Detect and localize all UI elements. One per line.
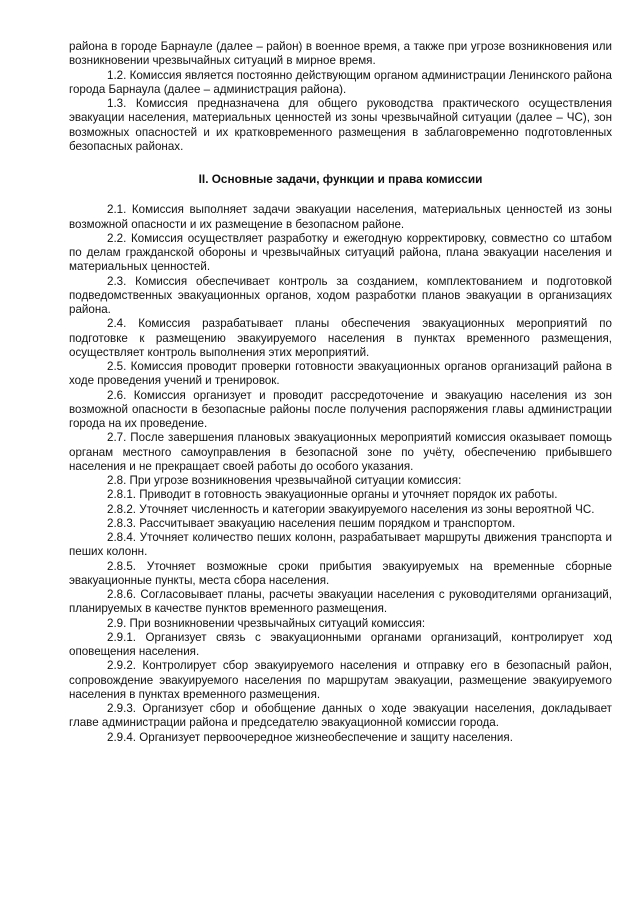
paragraph-2-3: 2.3. Комиссия обеспечивает контроль за созданием, комплектованием и подготовкой подведомственных эвакуационных органов, ходом разработки планов эвакуации в организациях района. xyxy=(69,274,612,316)
paragraph-2-2: 2.2. Комиссия осуществляет разработку и ежегодную корректировку, совместно со штабом по делам гражданской обороны и чрезвычайных ситуаций района, плана эвакуации населения и материальных ценностей. xyxy=(69,231,612,274)
paragraph-2-8-1: 2.8.1. Приводит в готовность эвакуационные органы и уточняет порядок их работы. xyxy=(107,488,558,502)
section-heading: II. Основные задачи, функции и права комиссии xyxy=(198,172,483,186)
paragraph-2-8-4: 2.8.4. Уточняет количество пеших колонн, разрабатывает маршруты движения транспорта и пеших колонн. xyxy=(69,531,612,559)
paragraph-2-9-1: 2.9.1. Организует связь с эвакуационными органами организаций, контролирует ход оповещения населения. xyxy=(69,630,612,658)
paragraph-2-9-4: 2.9.4. Организует первоочередное жизнеобеспечение и защиту населения. xyxy=(107,730,513,744)
paragraph-2-6: 2.6. Комиссия организует и проводит рассредоточение и эвакуацию населения из зон возможной опасности в безопасные районы после получения распоряжения главы администрации города на их проведение. xyxy=(69,388,612,430)
paragraph-2-8-5: 2.8.5. Уточняет возможные сроки прибытия эвакуируемых на временные сборные эвакуационные пункты, места сбора населения. xyxy=(69,559,612,587)
paragraph-2-9: 2.9. При возникновении чрезвычайных ситуаций комиссия: xyxy=(107,616,426,630)
paragraph-2-9-3: 2.9.3. Организует сбор и обобщение данных о ходе эвакуации населения, докладывает главе администрации района и председателю эвакуационной комиссии города. xyxy=(69,702,612,730)
paragraph-2-4: 2.4. Комиссия разрабатывает планы обеспечения эвакуационных мероприятий по подготовке к размещению эвакуируемого населения в пунктах временного размещения, осуществляет контроль выполнения этих мероприятий. xyxy=(69,317,612,359)
paragraph-1-3: 1.3. Комиссия предназначена для общего руководства практического осуществления эвакуации населения, материальных ценностей из зоны чрезвычайной ситуации (далее – ЧС), зон возможных опасностей и их кратковременного размещения в заблаговременно подготовленных безопасных районах. xyxy=(69,97,612,153)
paragraph-continuation: района в городе Барнауле (далее – район) в военное время, а также при угрозе возникновения или возникновении чрезвычайных ситуаций в мирное время. xyxy=(69,40,612,68)
paragraph-2-8-6: 2.8.6. Согласовывает планы, расчеты эвакуации населения с руководителями организаций, планируемых в качестве пунктов временного размещения. xyxy=(69,588,612,616)
paragraph-2-5: 2.5. Комиссия проводит проверки готовности эвакуационных органов организаций района в ходе проведения учений и тренировок. xyxy=(69,360,612,388)
paragraph-2-9-2: 2.9.2. Контролирует сбор эвакуируемого населения и отправку его в безопасный район, сопровождение эвакуируемого населения по маршрутам эвакуации, размещение эвакуируемого населения в пунктах временного размещения. xyxy=(69,659,612,701)
paragraph-2-1: 2.1. Комиссия выполняет задачи эвакуации населения, материальных ценностей из зоны возможной опасности и их размещение в безопасном районе. xyxy=(69,203,612,231)
paragraph-2-7: 2.7. После завершения плановых эвакуационных мероприятий комиссия оказывает помощь органам местного самоуправления в безопасной зоне по учёту, обеспечению прибывшего населения и не прекращает своей работы до особого указания. xyxy=(69,431,612,473)
paragraph-1-2: 1.2. Комиссия является постоянно действующим органом администрации Ленинского района города Барнаула (далее – администрация района). xyxy=(69,68,612,96)
paragraph-2-8: 2.8. При угрозе возникновения чрезвычайной ситуации комиссия: xyxy=(107,474,462,487)
paragraph-2-8-2: 2.8.2. Уточняет численность и категории эвакуируемого населения из зоны вероятной ЧС. xyxy=(107,502,595,516)
paragraph-2-8-3: 2.8.3. Рассчитывает эвакуацию населения пешим порядком и транспортом. xyxy=(107,516,516,530)
